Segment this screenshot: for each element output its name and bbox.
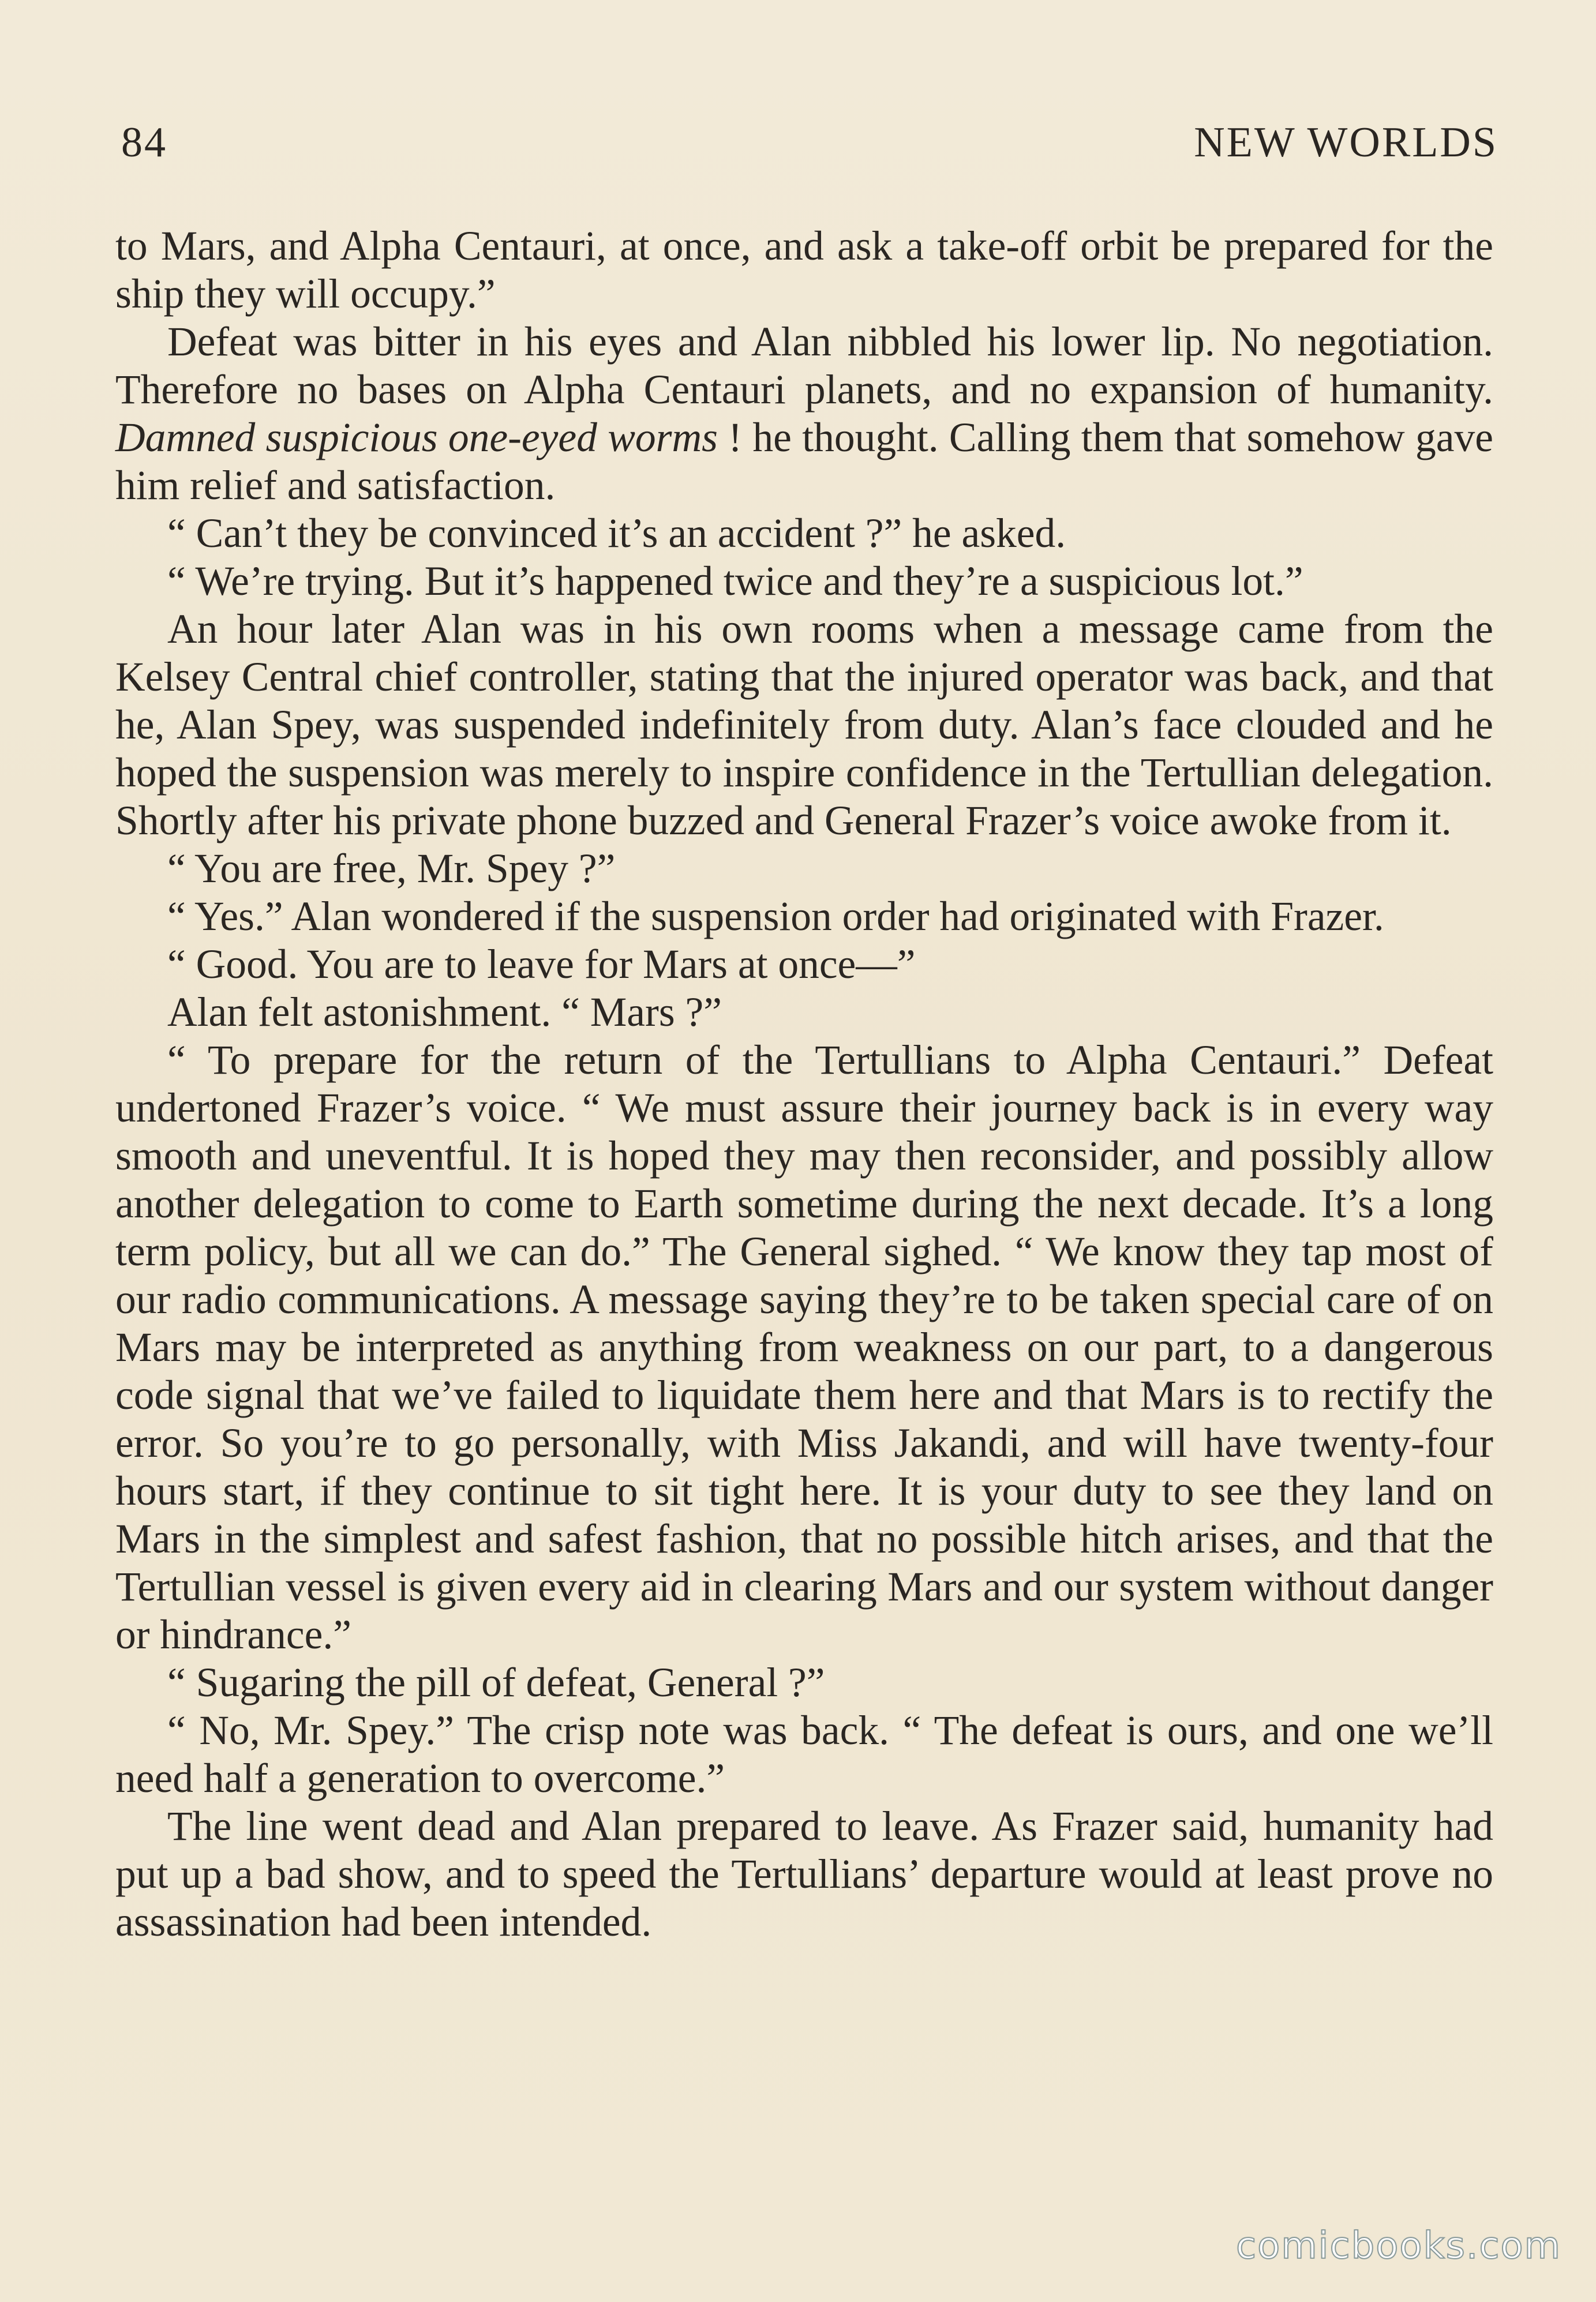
- paragraph: “ Can’t they be convinced it’s an accident ?” he asked.: [167, 511, 1066, 556]
- italic-phrase: Damned suspicious one-eyed worms: [115, 415, 718, 460]
- paragraph: “ We’re trying. But it’s happened twice and they’re a suspicious lot.”: [167, 558, 1303, 604]
- page-header: [121, 118, 1498, 182]
- page-number: 84: [121, 119, 167, 166]
- paragraph: “ Good. You are to leave for Mars at once—”: [167, 942, 916, 987]
- paragraph: to Mars, and Alpha Centauri, at once, and ask a take-off orbit be prepared for the ship they will occupy.”: [115, 223, 1493, 317]
- paragraph: The line went dead and Alan prepared to leave. As Frazer said, humanity had put up a bad show, and to speed the Tertullians’ departure would at least prove no assassination had been intended.: [115, 1804, 1493, 1945]
- paragraph: “ To prepare for the return of the Tertullians to Alpha Centauri.” Defeat undertoned Frazer’s voice. “ We must assure their journey back is in every way smooth and uneventful. It is hoped they may then reconsider, and possibly allow another delegation to come to Earth sometime during the next decade. It’s a long term policy, but all we can do.” The General sighed. “ We know they tap most of our radio communications. A message saying they’re to be taken special care of on Mars may be interpreted as anything from weakness on our part, to a dangerous code signal that we’ve failed to liquidate them here and that Mars is to rectify the error. So you’re to go personally, with Miss Jakandi, and will have twenty-four hours start, if they continue to sit tight here. It is your duty to see they land on Mars in the simplest and safest fashion, that no possible hitch arises, and that the Tertullian vessel is given every aid in clearing Mars and our system without danger or hindrance.”: [115, 1037, 1493, 1658]
- paragraph: Defeat was bitter in his eyes and Alan nibbled his lower lip. No negotiation. Therefore no bases on Alpha Centauri planets, and no expansion of humanity. Damned suspicious one-eyed worms ! he thought. Calling them that somehow gave him relief and satisfaction.: [115, 319, 1493, 508]
- running-head: NEW WORLDS: [1194, 119, 1498, 166]
- watermark: comicbooks.com: [1235, 2225, 1561, 2267]
- body-text: [115, 222, 1493, 1946]
- paragraph: “ No, Mr. Spey.” The crisp note was back. “ The defeat is ours, and one we’ll need half a generation to overcome.”: [115, 1708, 1493, 1801]
- paragraph: “ Yes.” Alan wondered if the suspension order had originated with Frazer.: [167, 894, 1384, 939]
- paragraph: An hour later Alan was in his own rooms when a message came from the Kelsey Central chief controller, stating that the injured operator was back, and that he, Alan Spey, was suspended indefinitely from duty. Alan’s face clouded and he hoped the suspension was merely to inspire confidence in the Tertullian delegation. Shortly after his private phone buzzed and General Frazer’s voice awoke from it.: [115, 606, 1493, 843]
- paragraph: “ Sugaring the pill of defeat, General ?”: [167, 1660, 825, 1705]
- paragraph: “ You are free, Mr. Spey ?”: [167, 846, 616, 891]
- paragraph: Alan felt astonishment. “ Mars ?”: [167, 989, 722, 1035]
